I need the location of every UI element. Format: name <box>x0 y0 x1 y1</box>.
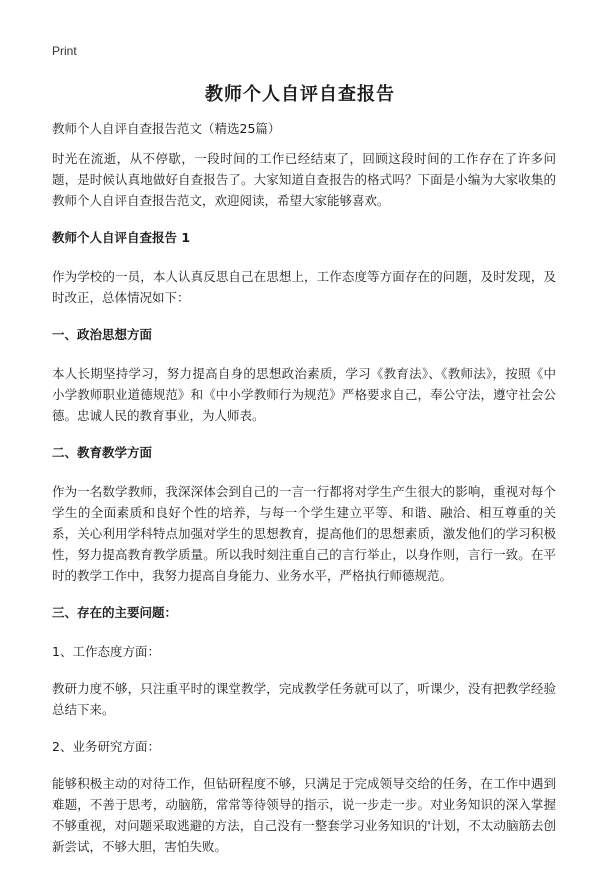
document-body <box>52 148 556 873</box>
teaching-paragraph: 作为一名数学教师，我深深体会到自己的一言一行都将对学生产生很大的影响，重视对每个学生的全面素质和良好个性的培养，与每一个学生建立平等、和谐、融洽、相互尊重的关系，关心利用学科特点加强对学生的思想教育，提高他们的思想素质，激发他们的学习积极性，努力提高教育教学质量。所以我时刻注重自己的言行举止，以身作则，言行一致。在平时的教学工作中，我努力提高自身能力、业务水平，严格执行师德规范。 <box>52 484 556 583</box>
attitude-paragraph: 教研力度不够，只注重平时的课堂教学，完成教学任务就可以了，听课少，没有把教学经验总结下来。 <box>52 681 556 717</box>
research-paragraph: 能够积极主动的对待工作，但钻研程度不够，只满足于完成领导交给的任务，在工作中遇到难题，不善于思考，动脑筋，常常等待领导的指示，说一步走一步。对业务知识的深入掌握不够重视，对问题采取逃避的方法，自己没有一整套学习业务知识的'计划，不太动脑筋去创新尝试，不够大胆，害怕失败。 <box>52 776 556 854</box>
section-intro-paragraph: 作为学校的一员，本人认真反思自己在思想上，工作态度等方面存在的问题，及时发现，及时改正，总体情况如下： <box>52 269 556 305</box>
problems-heading: 三、存在的主要问题： <box>52 605 178 620</box>
document-subtitle: 教师个人自评自查报告范文（精选25篇） <box>52 121 281 136</box>
teaching-heading: 二、教育教学方面 <box>52 445 153 460</box>
intro-paragraph: 时光在流逝，从不停歇，一段时间的工作已经结束了，回顾这段时间的工作存在了许多问题，是时候认真地做好自查报告了。大家知道自查报告的格式吗？下面是小编为大家收集的教师个人自评自查报告范文，欢迎阅读，希望大家能够喜欢。 <box>52 151 556 208</box>
attitude-subheading: 1、工作态度方面： <box>52 644 160 659</box>
political-heading: 一、政治思想方面 <box>52 327 153 342</box>
print-link[interactable]: Print <box>52 44 77 58</box>
political-paragraph: 本人长期坚持学习，努力提高自身的思想政治素质，学习《教育法》、《教师法》，按照《中小学教师职业道德规范》和《中小学教师行为规范》严格要求自己，奉公守法，遵守社会公德。忠诚人民的教育事业，为人师表。 <box>52 366 556 423</box>
research-subheading: 2、业务研究方面： <box>52 739 160 754</box>
document-title: 教师个人自评自查报告 <box>205 84 395 105</box>
section-heading: 教师个人自评自查报告 1 <box>52 230 191 245</box>
